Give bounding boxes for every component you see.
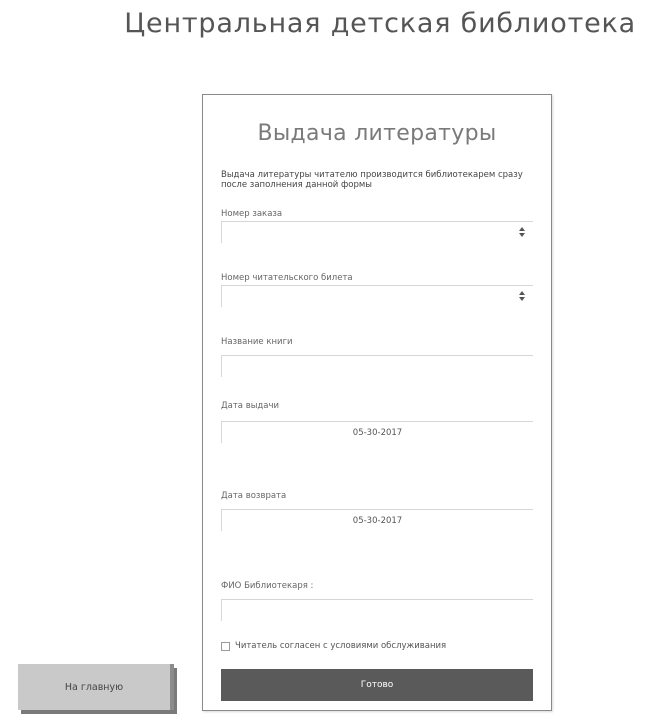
issue-form-card <box>202 94 552 711</box>
reader-card-field[interactable] <box>221 285 533 307</box>
reader-card-label: Номер читательского билета <box>221 273 353 283</box>
librarian-name-label: ФИО Библиотекаря : <box>221 581 314 591</box>
site-title: Центральная детская библиотека <box>124 8 636 39</box>
spinner-icon[interactable] <box>519 227 525 237</box>
book-title-field[interactable] <box>221 355 533 377</box>
issue-date-label: Дата выдачи <box>221 401 280 411</box>
spinner-icon[interactable] <box>519 291 525 301</box>
return-date-value: 05-30-2017 <box>352 515 403 526</box>
form-description: Выдача литературы читателю производится библиотекарем сразу после заполнения данной формы <box>221 170 523 190</box>
form-title: Выдача литературы <box>257 121 497 146</box>
agreement-label: Читатель согласен с условиями обслуживания <box>235 641 447 651</box>
return-date-field[interactable] <box>221 509 533 531</box>
agreement-checkbox[interactable] <box>221 642 230 651</box>
librarian-name-field[interactable] <box>221 599 533 621</box>
issue-date-field[interactable] <box>221 421 533 443</box>
issue-date-value: 05-30-2017 <box>352 427 403 438</box>
home-button[interactable]: На главную <box>18 664 174 710</box>
agreement-row[interactable] <box>221 641 446 651</box>
return-date-label: Дата возврата <box>221 491 287 501</box>
book-title-label: Название книги <box>221 337 293 347</box>
submit-button[interactable]: Готово <box>221 669 533 701</box>
order-number-field[interactable] <box>221 221 533 243</box>
order-number-label: Номер заказа <box>221 209 283 219</box>
